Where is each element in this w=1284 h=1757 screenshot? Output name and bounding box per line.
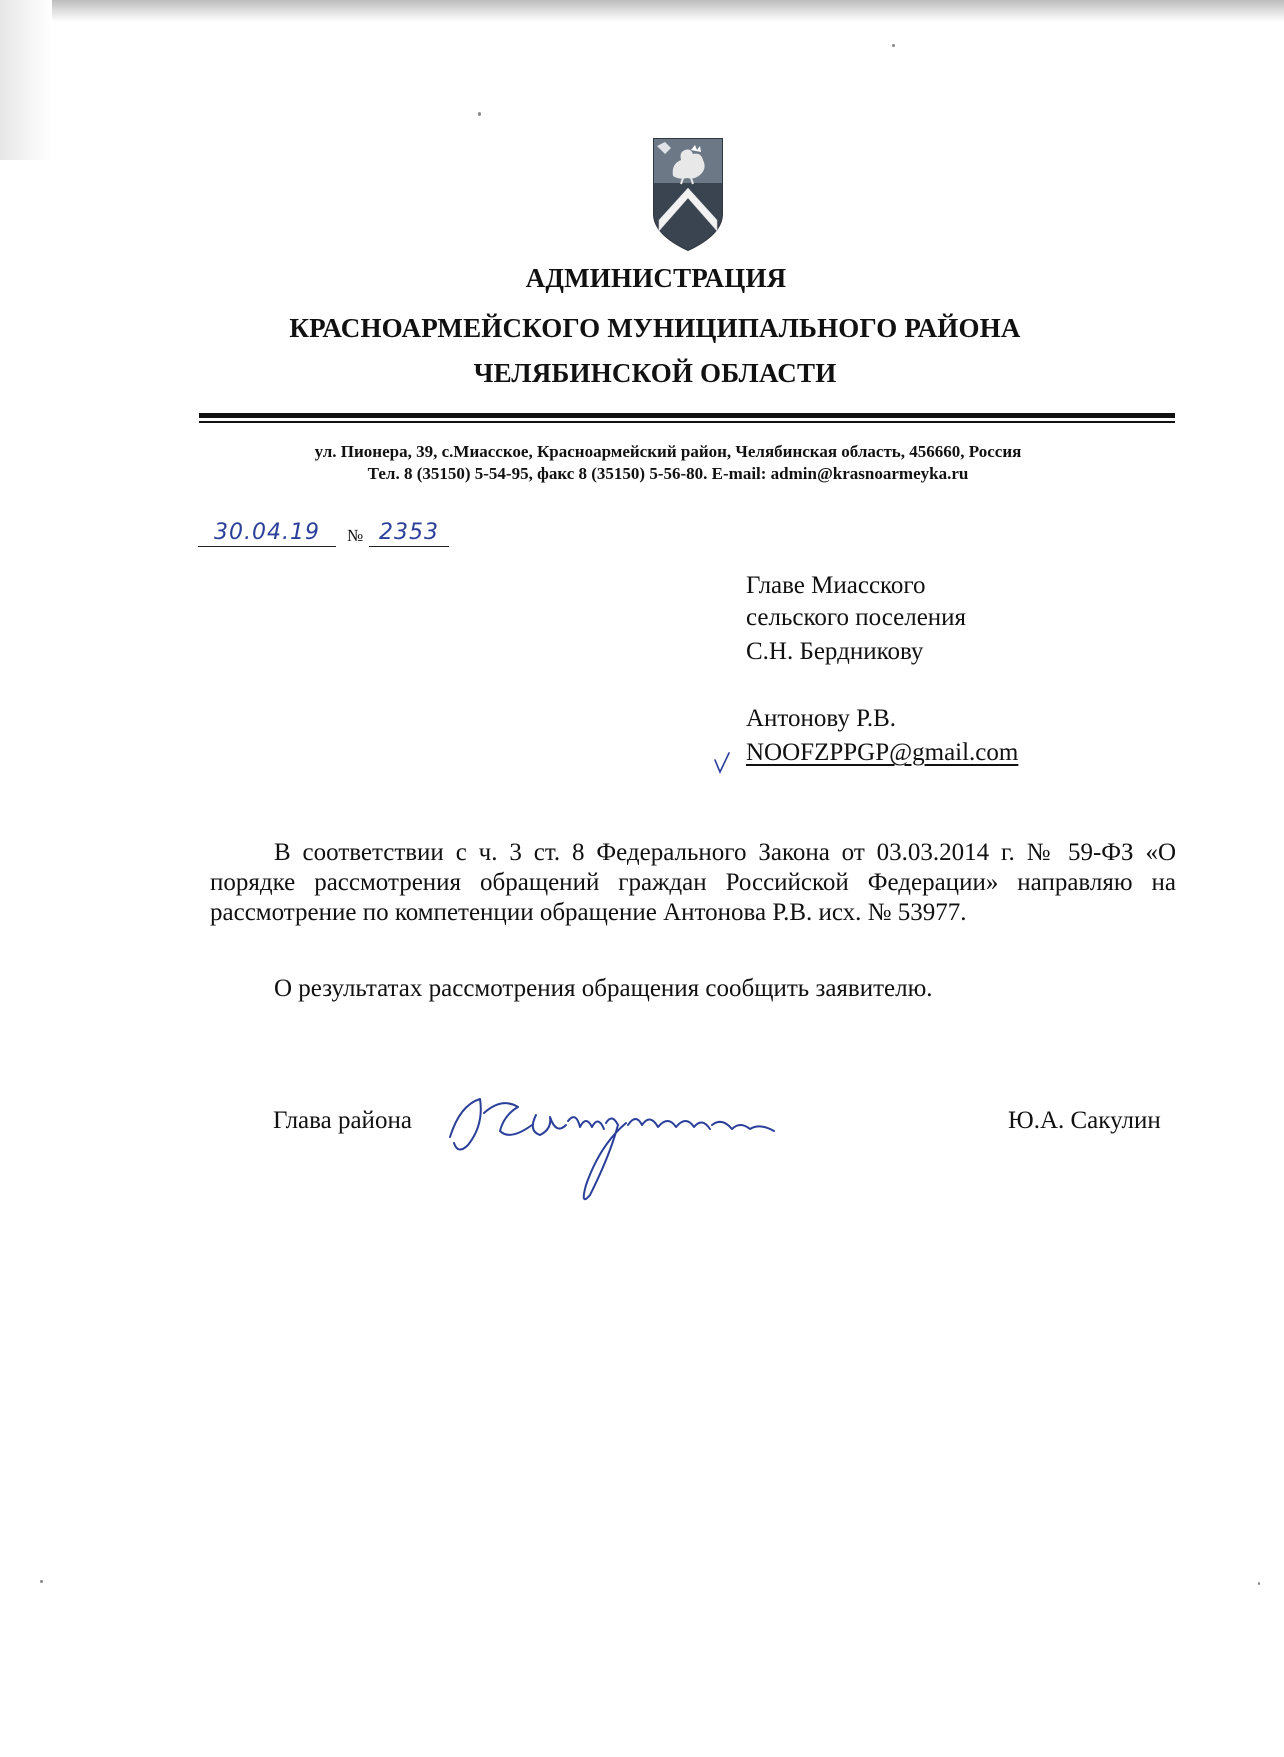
header-title-line2: КРАСНОАРМЕЙСКОГО МУНИЦИПАЛЬНОГО РАЙОНА xyxy=(289,313,1021,343)
handwritten-signature-icon xyxy=(440,1085,820,1210)
handwritten-tick-icon xyxy=(712,750,732,776)
registration-number-sign: № xyxy=(347,526,364,545)
scan-speck xyxy=(40,1580,43,1583)
registration-number: 2353 xyxy=(369,520,449,547)
body-paragraph2: О результатах рассмотрения обращения сообщить заявителю. xyxy=(274,975,933,1002)
scan-speck xyxy=(1258,1582,1260,1585)
signatory-role: Глава района xyxy=(273,1107,412,1134)
contact-address: ул. Пионера, 39, с.Миасское, Красноармейский район, Челябинская область, 456660, Россия xyxy=(314,442,1022,461)
scan-shadow-top xyxy=(0,0,1284,22)
addressee-line1: Главе Миасского xyxy=(746,572,926,599)
header-title-line1: АДМИНИСТРАЦИЯ xyxy=(525,263,787,293)
scan-speck xyxy=(478,112,481,116)
header-rule-thin xyxy=(199,421,1175,423)
scan-shadow-left xyxy=(0,0,52,160)
addressee-email: NOOFZPPGP@gmail.com xyxy=(746,739,1019,766)
body-paragraph1: В соответствии с ч. 3 ст. 8 Федерального Закона от 03.03.2014 г. № 59-ФЗ «О порядке рассмотрения обращений граждан Российской Федерации» направляю на рассмотрение по компетенции обращение Антонова Р.В. исх. № 53977. xyxy=(210,839,1176,926)
coat-of-arms-icon xyxy=(651,136,725,252)
signatory-name: Ю.А. Сакулин xyxy=(1008,1107,1161,1134)
addressee-line2: сельского поселения xyxy=(746,604,967,631)
registration-date: 30.04.19 xyxy=(198,520,336,547)
addressee-line4: Антонову Р.В. xyxy=(746,705,897,732)
addressee-line3: С.Н. Бердникову xyxy=(746,638,924,665)
header-rule-thick xyxy=(199,413,1175,418)
header-title-line3: ЧЕЛЯБИНСКОЙ ОБЛАСТИ xyxy=(473,358,837,388)
contact-phone: Тел. 8 (35150) 5-54-95, факс 8 (35150) 5-56-80. E-mail: admin@krasnoarmeyka.ru xyxy=(367,464,969,483)
scan-speck xyxy=(892,44,895,47)
